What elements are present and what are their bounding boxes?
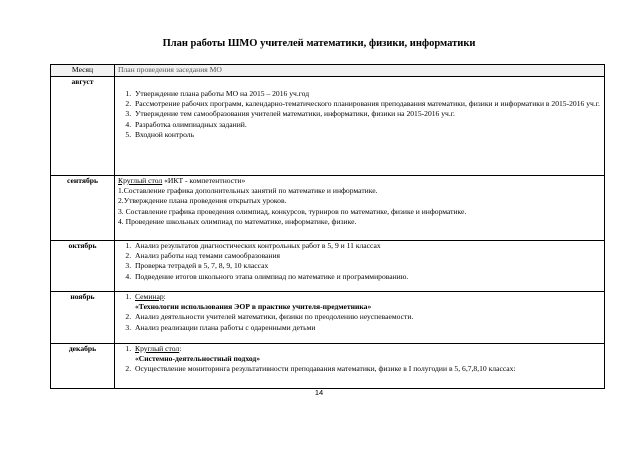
roundtable-label: Круглый стол: [135, 344, 180, 353]
month-cell: август: [51, 77, 115, 176]
roundtable-topic: «Системно-деятельностный подход»: [135, 354, 261, 364]
roundtable-line: [118, 176, 601, 186]
list-item: 4. Проведение школьных олимпиад по математике, информатике, физике.: [118, 216, 357, 226]
month-cell: октябрь: [51, 241, 115, 292]
november-list: [118, 292, 601, 333]
plan-cell: [115, 77, 605, 176]
table-row-september: [51, 176, 605, 241]
page-number: 14: [314, 388, 324, 397]
list-item: 2. Анализ деятельности учителей математики, физики по преодолению неуспеваемости.: [133, 312, 601, 322]
seminar-colon: :: [163, 292, 166, 301]
plan-cell: [115, 241, 605, 292]
roundtable-colon: :: [179, 344, 182, 353]
list-item: 3. Составление графика проведения олимпиад, конкурсов, турниров по математике, физике и информатике.: [118, 206, 467, 216]
table-row-november: [51, 292, 605, 344]
list-item: 1.Составление графика дополнительных занятий по математике и информатике.: [118, 186, 378, 196]
list-item: 2.Утверждение плана проведения открытых уроков.: [118, 196, 287, 206]
list-item: 3. Анализ реализации плана работы с одаренными детьми: [133, 323, 601, 333]
table-row-december: [51, 344, 605, 389]
plan-cell: [115, 176, 605, 241]
list-item: 4. Разработка олимпиадных заданий.: [133, 120, 601, 130]
list-item: 3. Утверждение тем самообразования учителей математики, информатики, физики на 2015-2016 уч.г.: [133, 109, 601, 119]
seminar-topic: «Технологии использования ЭОР в практике учителя-предметника»: [135, 302, 372, 312]
roundtable-label: Круглый стол: [118, 176, 163, 185]
list-item: 2. Анализ работы над темами самообразования: [133, 251, 601, 261]
plan-table: [50, 64, 605, 389]
month-cell: сентябрь: [51, 176, 115, 241]
month-cell: ноябрь: [51, 292, 115, 344]
list-item: 5. Входной контроль: [133, 130, 601, 140]
month-cell: декабрь: [51, 344, 115, 389]
list-item: 1. Утверждение плана работы МО на 2015 – 2016 уч.год: [133, 89, 601, 99]
list-item: [133, 344, 601, 364]
list-item: 1. Анализ результатов диагностических контрольных работ в 5, 9 и 11 классах: [133, 241, 601, 251]
august-list: [118, 89, 601, 140]
table-row-october: [51, 241, 605, 292]
list-item: 2. Рассмотрение рабочих программ, календарно-тематического планирования преподавания математики, физики и информатики в 2015-2016 уч.г.: [133, 99, 601, 109]
list-item: [133, 292, 601, 312]
list-item: 4. Подведение итогов школьного этапа олимпиад по математике и программированию.: [133, 272, 601, 282]
header-plan: План проведения заседания МО: [115, 65, 605, 77]
roundtable-topic: «ИКТ - компетентности»: [162, 176, 246, 185]
table-row-august: [51, 77, 605, 176]
seminar-label: Семинар: [135, 292, 164, 301]
list-item: 3. Проверка тетрадей в 5, 7, 8, 9, 10 классах: [133, 261, 601, 271]
list-item: 2. Осуществление мониторинга результативности преподавания математики, физике в I полугодии в 5, 6,7,8,10 классах:: [133, 364, 601, 374]
plan-cell: [115, 344, 605, 389]
december-list: [118, 344, 601, 375]
document-title: План работы ШМО учителей математики, физики, информатики: [162, 38, 476, 49]
table-header-row: [51, 65, 605, 77]
header-month: Месяц: [51, 65, 115, 77]
october-list: [118, 241, 601, 282]
plan-cell: [115, 292, 605, 344]
